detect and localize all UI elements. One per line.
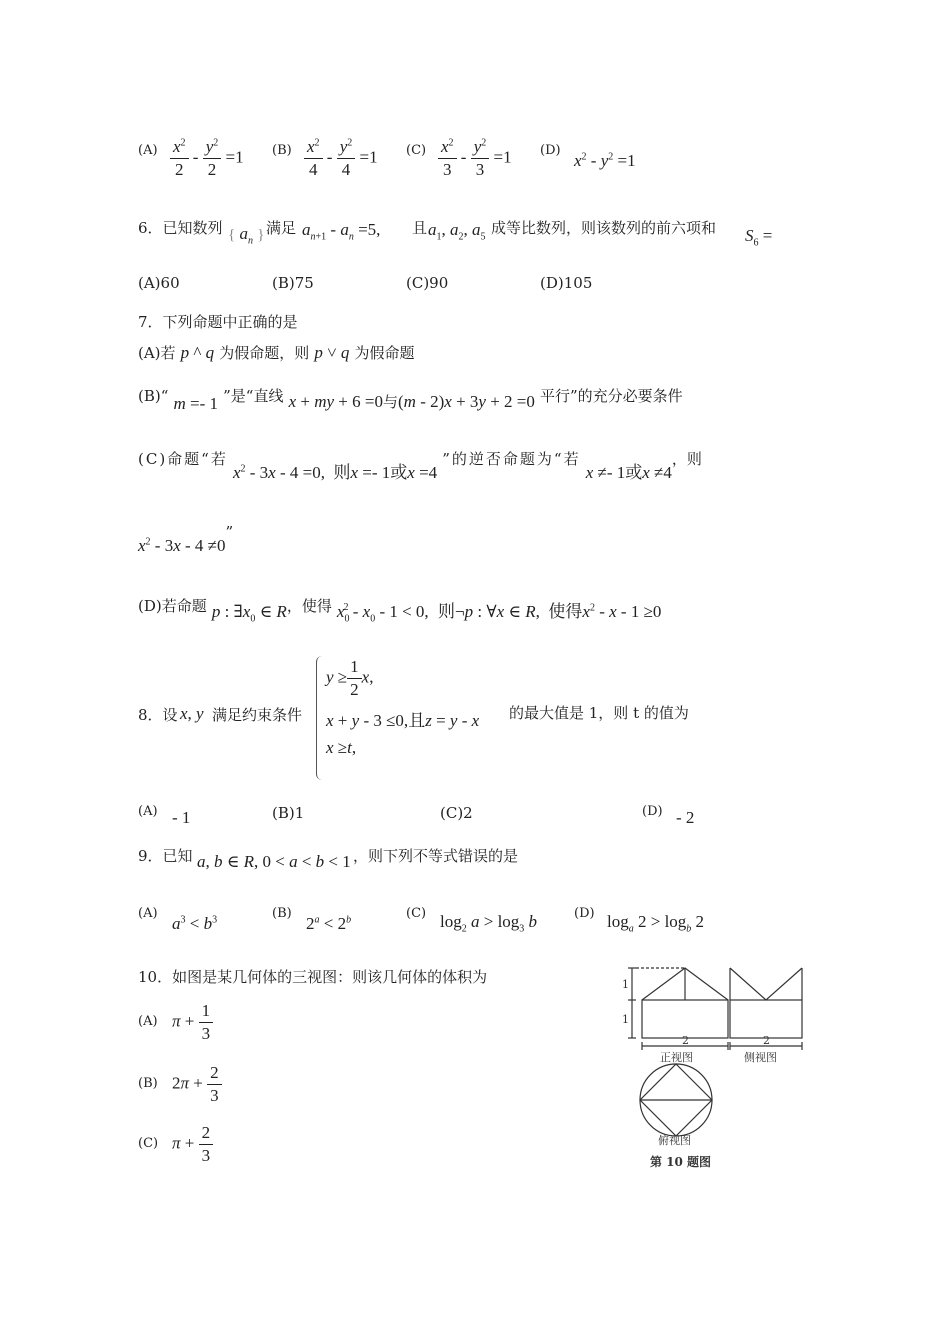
q8-option-c[interactable]: (C)2 [440, 804, 473, 822]
q9-stem-pre: 9．已知 [138, 847, 193, 865]
q5-option-c-label: (C) [406, 143, 427, 158]
q5-option-d-formula[interactable]: $x^2 - y^2 =1$ [574, 151, 636, 170]
q7-option-b[interactable]: (B)“ m =- 1 ”是“直线 x + my + 6 =0与(m - 2)x + 3y + 2 =0 平行”的充分必要条件 [138, 387, 683, 413]
q8-vars: x, y [180, 704, 204, 723]
q8-option-a-label[interactable]: (A) [138, 804, 158, 819]
q6-terms: $a_1$, $a_2$, $a_5$ [428, 220, 486, 243]
q9-option-b-formula: $2^a < 2^b$ [306, 914, 352, 933]
three-view-figure [620, 958, 820, 1178]
front-view-drawing [628, 968, 728, 1050]
q5-option-b-formula[interactable]: $\frac{x^2}{4}$ - $\frac{y^2}{4}$ =1 [304, 138, 378, 179]
q6-option-c[interactable]: (C)90 [406, 274, 449, 292]
q9-option-a-label[interactable]: (A) [138, 906, 158, 921]
q5-option-c-formula[interactable]: $\frac{x^2}{3}$ - $\frac{y^2}{3}$ =1 [438, 138, 512, 179]
q9-condition: a, b ∈ R, 0 < a < b < 1 [197, 852, 351, 871]
q6-option-b[interactable]: (B)75 [272, 274, 314, 292]
top-view-label: 俯视图 [658, 1134, 691, 1147]
q6-option-a[interactable]: (A)60 [138, 274, 180, 292]
q8-option-d-value: - 2 [676, 808, 695, 827]
q10-option-c-label[interactable]: (C) [138, 1136, 159, 1151]
q9-stem-post: ，则下列不等式错误的是 [353, 847, 519, 865]
q6-sum: $S_6$ = [745, 226, 773, 249]
q8-option-b[interactable]: (B)1 [272, 804, 305, 822]
q5-option-a-formula[interactable]: $\frac{x^2}{2}$ - $\frac{y^2}{2}$ =1 [170, 138, 244, 179]
q8-constraint-3: x ≥t, [326, 738, 357, 757]
q9-option-d-label[interactable]: (D) [574, 906, 595, 921]
q9-option-b-label[interactable]: (B) [272, 906, 292, 921]
dim-label-1b: 1 [622, 1013, 629, 1026]
q5-option-b-label: (B) [272, 143, 292, 158]
q10-stem: 10．如图是某几何体的三视图：则该几何体的体积为 [138, 968, 488, 986]
q10-option-b-formula: 2π + $\frac{2}{3}$ [172, 1064, 222, 1105]
dim-label-1a: 1 [622, 978, 629, 991]
q8-constraint-1: y ≥ $\frac{1}{2}$ x, [326, 657, 374, 699]
q6-stem-start: 6．已知数列 [138, 219, 223, 237]
q5-option-d-label: (D) [540, 143, 561, 158]
q8-stem-pre: 8．设 [138, 706, 178, 724]
front-view-label: 正视图 [660, 1051, 693, 1064]
dim-label-2b: 2 [763, 1034, 770, 1047]
q7-stem: 7．下列命题中正确的是 [138, 313, 298, 331]
q10-option-b-label[interactable]: (B) [138, 1076, 158, 1091]
q6-stem-mid2: 且 [412, 219, 428, 237]
q8-stem-mid: 满足约束条件 [212, 706, 303, 724]
figure-caption: 第 10 题图 [650, 1155, 712, 1169]
q6-option-d[interactable]: (D)105 [540, 274, 593, 292]
q9-option-c-label[interactable]: (C) [406, 906, 427, 921]
q6-stem-mid1: 满足 [266, 219, 297, 237]
top-view-drawing [640, 1064, 712, 1136]
q6-recurrence: $a_{n+1} - a_n =5$, [302, 220, 381, 243]
q6-stem-mid3: 成等比数列，则该数列的前六项和 [491, 219, 717, 237]
q8-system-brace [316, 656, 325, 780]
q7-option-d[interactable]: (D)若命题 p : $\exists x_0$ ∈ R，使得 $x_0^2 - x_0 - 1 < 0$, 则¬p : ∀x ∈ R, 使得$x^2 - x - 1 \ge 0$ [138, 597, 662, 625]
q8-option-d-label[interactable]: (D) [642, 804, 663, 819]
q10-option-a-formula: π + $\frac{1}{3}$ [172, 1002, 213, 1043]
q7-option-c-line1[interactable]: (C)命题“若 $x^2 - 3x - 4 =0$, 则x =- 1或x =4 ”的逆否命题为“若 x ≠- 1或x ≠4，则 [138, 450, 702, 482]
q10-option-a-label[interactable]: (A) [138, 1014, 158, 1029]
q9-option-d-formula: $\log_a 2 > \log_b 2$ [607, 912, 705, 935]
q7-option-a[interactable]: (A)若 p ^ q 为假命题，则 p ˅ q 为假命题 [138, 343, 415, 362]
q6-sequence: { $a_n$ } [228, 224, 265, 247]
dim-label-2a: 2 [682, 1034, 689, 1047]
q8-option-a-value: - 1 [172, 808, 191, 827]
q10-option-c-formula: π + $\frac{2}{3}$ [172, 1124, 213, 1165]
side-view-label: 侧视图 [744, 1051, 777, 1064]
q9-option-a-formula: $a^3 < b^3$ [172, 914, 218, 933]
q8-stem-post: 的最大值是 1，则 t 的值为 [509, 704, 689, 722]
q7-option-c-line2: $x^2 - 3x - 4 \ne 0$” [138, 523, 234, 555]
q8-constraint-2: x + y - 3 ≤0,且z = y - x [326, 711, 480, 730]
q9-option-c-formula: $\log_2 a > \log_3 b$ [440, 912, 538, 935]
q5-option-a-label: (A) [138, 143, 158, 158]
